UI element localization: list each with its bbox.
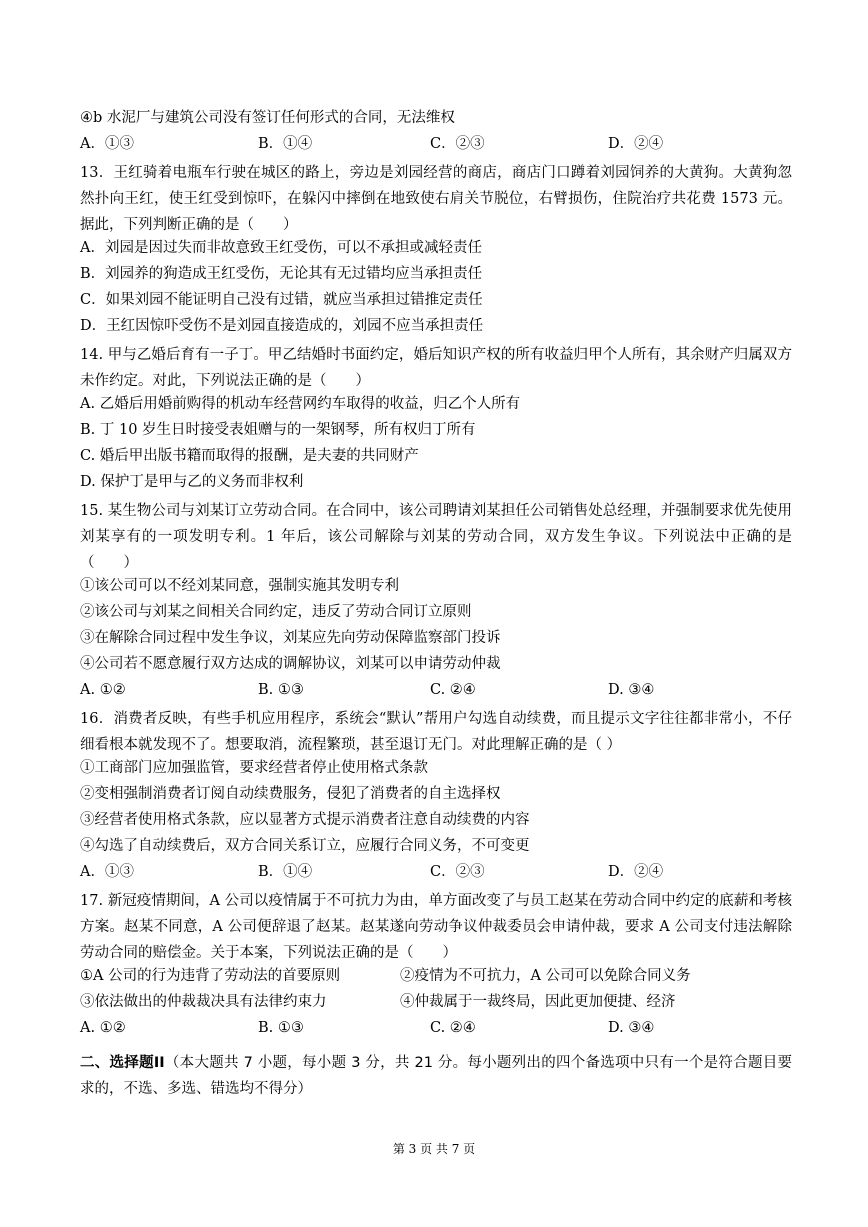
q16-statement-3: ③经营者使用格式条款，应以显著方式提示消费者注意自动续费的内容 [80, 812, 530, 828]
q12-option-a: A．①③ [80, 136, 134, 152]
q16-statement-1: ①工商部门应加强监管，要求经营者停止使用格式条款 [80, 760, 428, 776]
page-number-footer: 第 3 页 共 7 页 [392, 1142, 476, 1156]
q17-stem: 17. 新冠疫情期间，A 公司以疫情属于不可抗力为由，单方面改变了与员工赵某在劳动合同中约定的底薪和考核方案。赵某不同意，A 公司便辞退了赵某。赵某遂向劳动争议仲裁委员会申请仲裁，要求 A 公司支付违法解除劳动合同的赔偿金。关于本案，下列说法正确的是（ ） [80, 893, 792, 961]
q15-option-a: A. ①② [80, 682, 126, 698]
q15-statement-2: ②该公司与刘某之间相关合同约定，违反了劳动合同订立原则 [80, 604, 472, 620]
q16-option-a: A．①③ [80, 864, 134, 880]
q17-options [80, 1018, 792, 1038]
q15-statement-3: ③在解除合同过程中发生争议，刘某应先向劳动保障监察部门投诉 [80, 630, 501, 646]
q17-statement-3: ③依法做出的仲裁裁决具有法律约束力 [80, 994, 327, 1010]
q13-option-d: D．王红因惊吓受伤不是刘园直接造成的，刘园不应当承担责任 [80, 318, 484, 334]
q17-option-b: B. ①③ [258, 1020, 304, 1036]
q13-option-a: A．刘园是因过失而非故意致王红受伤，可以不承担或减轻责任 [80, 240, 482, 256]
q16-statement-2: ②变相强制消费者订阅自动续费服务，侵犯了消费者的自主选择权 [80, 786, 501, 802]
q14-option-c: C. 婚后甲出版书籍而取得的报酬，是夫妻的共同财产 [80, 448, 419, 464]
q14-stem: 14. 甲与乙婚后育有一子丁。甲乙结婚时书面约定，婚后知识产权的所有收益归甲个人所有，其余财产归属双方未作约定。对此，下列说法正确的是（ ） [80, 347, 792, 389]
section-2-description: （本大题共 7 小题，每小题 3 分，共 21 分。每小题列出的四个备选项中只有一个是符合题目要求的，不选、多选、错选均不得分） [80, 1055, 792, 1097]
q14-option-b: B. 丁 10 岁生日时接受表姐赠与的一架钢琴，所有权归丁所有 [80, 422, 476, 438]
q16-statement-4: ④勾选了自动续费后，双方合同关系订立，应履行合同义务，不可变更 [80, 838, 530, 854]
q17-statements-row-2 [80, 992, 792, 1012]
q12-options [80, 134, 792, 154]
q14-option-a: A. 乙婚后用婚前购得的机动车经营网约车取得的收益，归乙个人所有 [80, 396, 521, 412]
q16-option-b: B．①④ [258, 864, 313, 880]
q15-option-c: C. ②④ [430, 682, 476, 698]
q12-option-c: C．②③ [430, 136, 485, 152]
q15-option-b: B. ①③ [258, 682, 304, 698]
q17-statement-1: ①A 公司的行为违背了劳动法的首要原则 [80, 968, 341, 984]
q17-option-d: D. ③④ [608, 1020, 655, 1036]
q17-statements-row-1 [80, 966, 792, 986]
q12-statement-4: ④b 水泥厂与建筑公司没有签订任何形式的合同，无法维权 [80, 110, 455, 126]
q16-option-c: C．②③ [430, 864, 485, 880]
q16-option-d: D．②④ [608, 864, 664, 880]
q15-statement-4: ④公司若不愿意履行双方达成的调解协议，刘某可以申请劳动仲裁 [80, 656, 501, 672]
section-2-heading [80, 1050, 792, 1102]
q13-option-b: B．刘园养的狗造成王红受伤，无论其有无过错均应当承担责任 [80, 266, 483, 282]
q13-stem: 13．王红骑着电瓶车行驶在城区的路上，旁边是刘园经营的商店，商店门口蹲着刘园饲养的大黄狗。大黄狗忽然扑向王红，使王红受到惊吓，在躲闪中摔倒在地致使右肩关节脱位，右臂损伤，住院治疗共花费 1573 元。据此，下列判断正确的是（ ） [80, 165, 792, 233]
q13-option-c: C．如果刘园不能证明自己没有过错，就应当承担过错推定责任 [80, 292, 483, 308]
q15-statement-1: ①该公司可以不经刘某同意，强制实施其发明专利 [80, 578, 399, 594]
q15-options [80, 680, 792, 700]
q16-stem: 16．消费者反映，有些手机应用程序，系统会“默认”帮用户勾选自动续费，而且提示文字往往都非常小，不仔细看根本就发现不了。想要取消，流程繁琐，甚至退订无门。对此理解正确的是（ ） [80, 711, 792, 753]
q14-option-d: D. 保护丁是甲与乙的义务而非权利 [80, 474, 304, 490]
q17-statement-2: ②疫情为不可抗力，A 公司可以免除合同义务 [400, 968, 691, 984]
q15-option-d: D. ③④ [608, 682, 655, 698]
q12-option-d: D．②④ [608, 136, 664, 152]
q17-statement-4: ④仲裁属于一裁终局，因此更加便捷、经济 [400, 994, 676, 1010]
q16-options [80, 862, 792, 882]
section-2-title: 二、选择题II [80, 1055, 165, 1071]
q17-option-c: C. ②④ [430, 1020, 476, 1036]
q17-option-a: A. ①② [80, 1020, 126, 1036]
q12-option-b: B．①④ [258, 136, 313, 152]
q15-stem: 15. 某生物公司与刘某订立劳动合同。在合同中，该公司聘请刘某担任公司销售处总经理，并强制要求优先使用刘某享有的一项发明专利。1 年后，该公司解除与刘某的劳动合同，双方发生争议。下列说法中正确的是（ ） [80, 503, 792, 571]
